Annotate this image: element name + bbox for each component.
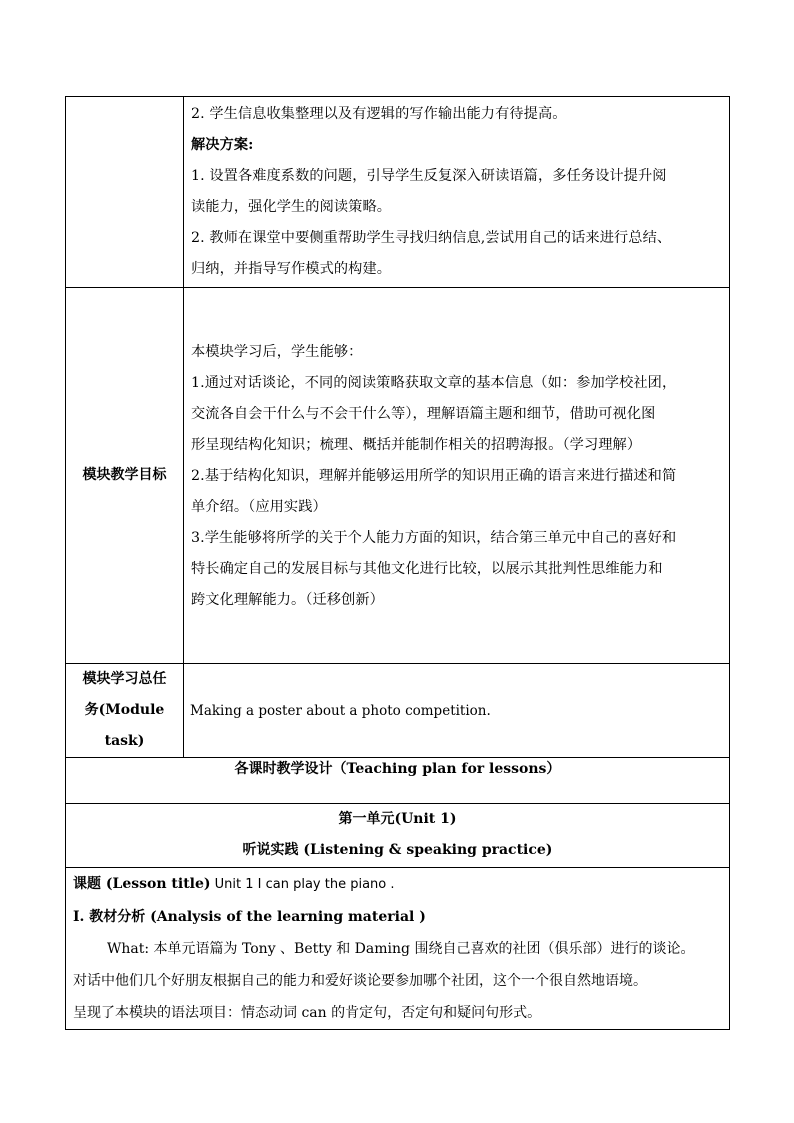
- what-line-3: 呈现了本模块的语法项目：情态动词 can 的肯定句，否定句和疑问句形式。: [73, 1005, 542, 1021]
- task-row: [66, 664, 730, 758]
- unit-header: [66, 804, 730, 868]
- solution-cell: [184, 97, 730, 288]
- solution-line-1b: 读能力，强化学生的阅读策略。: [191, 199, 392, 215]
- goals-cell: [184, 288, 730, 664]
- goal-3c: 跨文化理解能力。（迁移创新）: [191, 592, 384, 608]
- empty-label-cell: [66, 97, 184, 288]
- task-label: [66, 664, 184, 758]
- problem-line: 2. 学生信息收集整理以及有逻辑的写作输出能力有待提高。: [191, 106, 567, 122]
- unit-title: 第一单元(Unit 1): [338, 811, 457, 827]
- goals-label: 模块教学目标: [66, 288, 184, 664]
- task-label-line-3: task): [104, 733, 145, 749]
- lesson-title-line: [73, 868, 725, 901]
- goal-1a: 1.通过对话谈论，不同的阅读策略获取文章的基本信息（如：参加学校社团，: [191, 375, 677, 391]
- document-page: [65, 96, 730, 1030]
- unit-subtitle: 听说实践 (Listening & speaking practice): [242, 842, 553, 858]
- unit-header-row: [66, 804, 730, 868]
- what-line-2: 对话中他们几个好朋友根据自己的能力和爱好谈论要参加哪个社团，这个一个很自然地语境。: [73, 973, 647, 989]
- goal-2b: 单介绍。（应用实践）: [191, 499, 327, 515]
- lesson-cell: [66, 868, 730, 1030]
- what-text-1: 本单元语篇为 Tony 、Betty 和 Daming 围绕自己喜欢的社团（俱乐部）进行的谈论。: [153, 941, 695, 957]
- solution-title: 解决方案:: [191, 137, 254, 153]
- lesson-plan-table: [65, 96, 730, 1030]
- solution-line-1a: 1. 设置各难度系数的问题，引导学生反复深入研读语篇，多任务设计提升阅: [191, 168, 667, 184]
- goals-row: [66, 288, 730, 664]
- task-label-line-2: 务(Module: [84, 702, 165, 718]
- goal-3b: 特长确定自己的发展目标与其他文化进行比较，以展示其批判性思维能力和: [191, 561, 663, 577]
- lesson-row: [66, 868, 730, 1030]
- goal-2a: 2.基于结构化知识，理解并能够运用所学的知识用正确的语言来进行描述和简: [191, 468, 677, 484]
- task-text: Making a poster about a photo competition.: [190, 702, 491, 719]
- solution-line-2a: 2. 教师在课堂中要侧重帮助学生寻找归纳信息,尝试用自己的话来进行总结、: [191, 230, 672, 246]
- plan-header-row: [66, 758, 730, 804]
- task-label-line-1: 模块学习总任: [82, 671, 167, 687]
- goal-1c: 形呈现结构化知识；梳理、概括并能制作相关的招聘海报。（学习理解）: [191, 437, 642, 453]
- analysis-heading: I. 教材分析 (Analysis of the learning material ): [73, 909, 426, 925]
- what-label: What:: [107, 941, 154, 957]
- problems-row: [66, 97, 730, 288]
- goal-1b: 交流各自会干什么与不会干什么等），理解语篇主题和细节，借助可视化图: [191, 406, 656, 422]
- lesson-title-value: Unit 1 I can play the piano .: [210, 877, 395, 892]
- goals-intro: 本模块学习后，学生能够：: [191, 344, 363, 360]
- lesson-title-label: 课题 (Lesson title): [73, 876, 211, 892]
- plan-header: 各课时教学设计（Teaching plan for lessons）: [66, 758, 730, 804]
- task-cell: [184, 664, 730, 758]
- solution-line-2b: 归纳，并指导写作模式的构建。: [191, 261, 392, 277]
- what-line-1: [73, 933, 725, 965]
- goal-3a: 3.学生能够将所学的关于个人能力方面的知识，结合第三单元中自己的喜好和: [191, 530, 677, 546]
